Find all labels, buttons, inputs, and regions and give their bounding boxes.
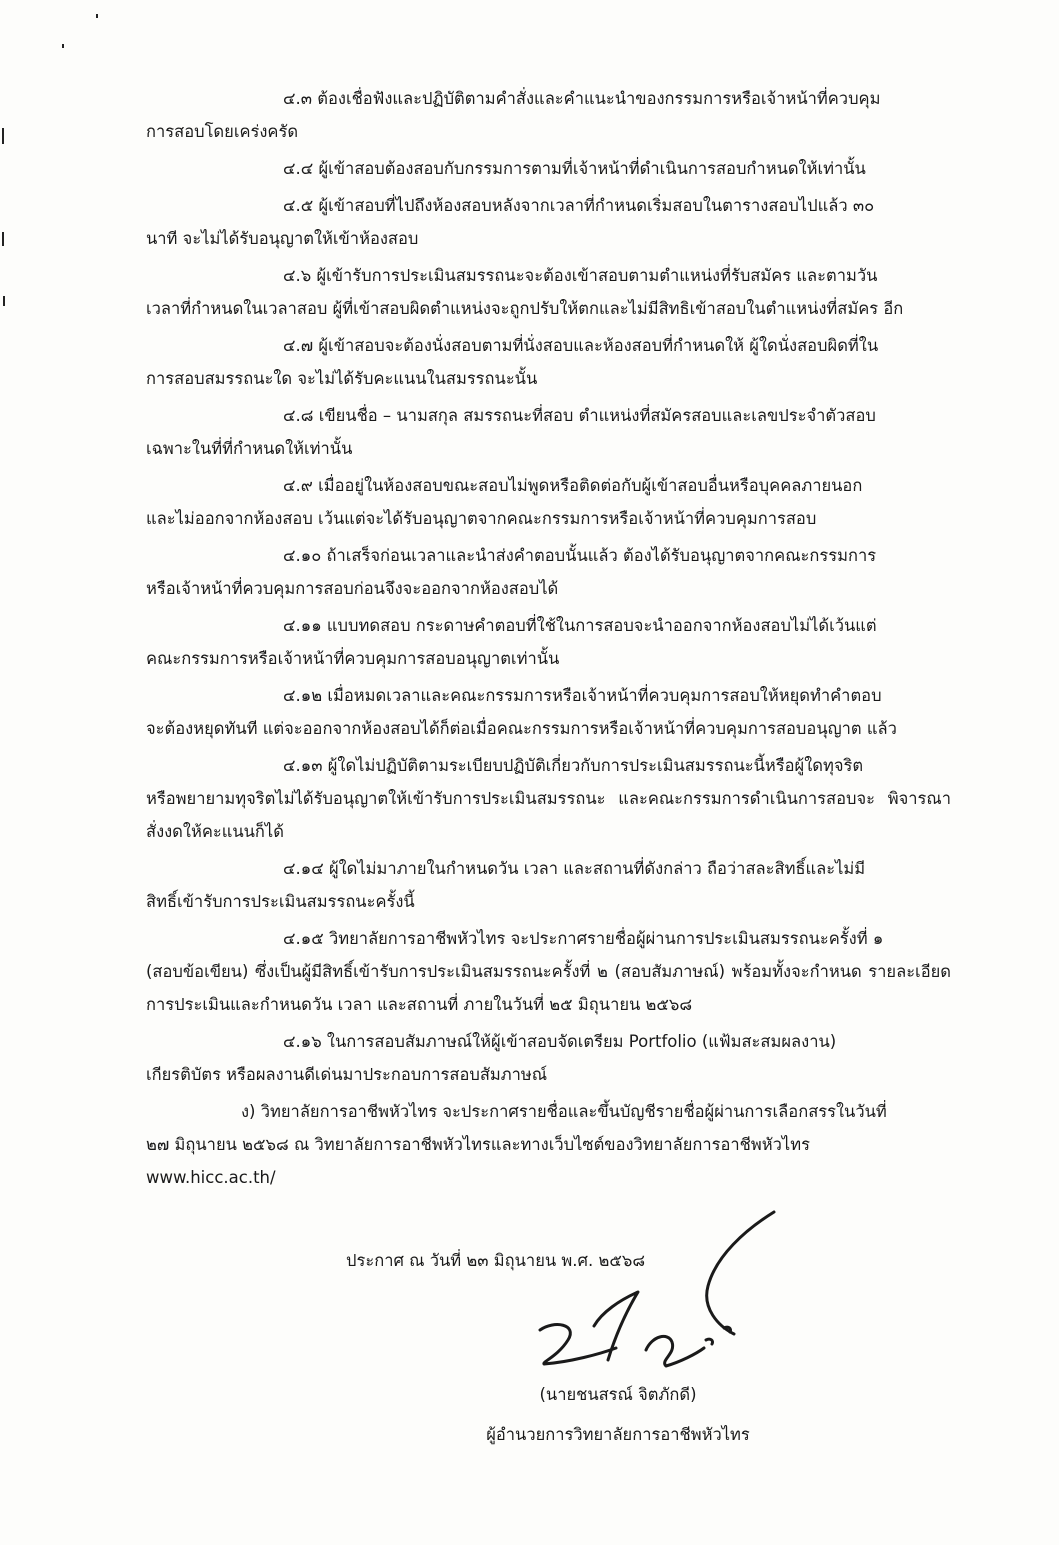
clause-first-line: ง) วิทยาลัยการอาชีพหัวไทร จะประกาศรายชื่อและขึ้นบัญชีรายชื่อผู้ผ่านการเลือกสรรในวันที่ (241, 1102, 887, 1121)
clause-continuation: การสอบสมรรถนะใด จะไม่ได้รับคะแนนในสมรรถนะนั้น (146, 369, 538, 388)
clause-4-14 (146, 852, 951, 918)
clause-continuation: เกียรติบัตร หรือผลงานดีเด่นมาประกอบการสอบสัมภาษณ์ (146, 1065, 548, 1084)
clause-first-line: ๔.๓ ต้องเชื่อฟังและปฏิบัติตามคำสั่งและคำแนะนำของกรรมการหรือเจ้าหน้าที่ควบคุม (283, 89, 881, 108)
clause-first-line: ๔.๑๒ เมื่อหมดเวลาและคณะกรรมการหรือเจ้าหน้าที่ควบคุมการสอบให้หยุดทำคำตอบ (283, 686, 882, 705)
announcement-date: ประกาศ ณ วันที่ ๒๓ มิถุนายน พ.ศ. ๒๕๖๘ (346, 1251, 646, 1270)
clause-first-line: ๔.๑๓ ผู้ใดไม่ปฏิบัติตามระเบียบปฏิบัติเกี่ยวกับการประเมินสมรรถนะนี้หรือผู้ใดทุจริต (283, 756, 864, 775)
clause-4-6 (146, 259, 951, 325)
signatory-title: ผู้อำนวยการวิทยาลัยการอาชีพหัวไทร (486, 1425, 750, 1444)
clause-first-line: ๔.๑๖ ในการสอบสัมภาษณ์ให้ผู้เข้าสอบจัดเตรียม Portfolio (แฟ้มสะสมผลงาน) (283, 1032, 837, 1051)
clause-first-line: ๔.๔ ผู้เข้าสอบต้องสอบกับกรรมการตามที่เจ้าหน้าที่ดำเนินการสอบกำหนดให้เท่านั้น (283, 159, 866, 178)
clause-first-line: ๔.๑๐ ถ้าเสร็จก่อนเวลาและนำส่งคำตอบนั้นแล้ว ต้องได้รับอนุญาตจากคณะกรรมการ (283, 546, 877, 565)
clause-continuation: หรือเจ้าหน้าที่ควบคุมการสอบก่อนจึงจะออกจากห้องสอบได้ (146, 579, 559, 598)
scan-mark (96, 14, 98, 18)
clause-continuation: เวลาที่กำหนดในเวลาสอบ ผู้ที่เข้าสอบผิดตำแหน่งจะถูกปรับให้ตกและไม่มีสิทธิเข้าสอบในตำแหน่งที่สมัคร อีก (146, 299, 904, 318)
signatory-name: (นายชนสรณ์ จิตภักดี) (539, 1385, 697, 1404)
clause-first-line: ๔.๗ ผู้เข้าสอบจะต้องนั่งสอบตามที่นั่งสอบและห้องสอบที่กำหนดให้ ผู้ใดนั่งสอบผิดที่ใน (283, 336, 879, 355)
clause-continuation: คณะกรรมการหรือเจ้าหน้าที่ควบคุมการสอบอนุญาตเท่านั้น (146, 649, 560, 668)
clause-first-line: ๔.๖ ผู้เข้ารับการประเมินสมรรถนะจะต้องเข้าสอบตามตำแหน่งที่รับสมัคร และตามวัน (283, 266, 878, 285)
clause-4-5 (146, 189, 951, 255)
clause-d-results (146, 1095, 951, 1194)
clause-4-10 (146, 539, 951, 605)
clause-continuation: ๒๗ มิถุนายน ๒๕๖๘ ณ วิทยาลัยการอาชีพหัวไทรและทางเว็บไซต์ของวิทยาลัยการอาชีพหัวไทร (146, 1135, 810, 1154)
signature-image (520, 1208, 780, 1378)
clause-first-line: ๔.๕ ผู้เข้าสอบที่ไปถึงห้องสอบหลังจากเวลาที่กำหนดเริ่มสอบในตารางสอบไปแล้ว ๓๐ (283, 196, 875, 215)
clause-continuation: สิทธิ์เข้ารับการประเมินสมรรถนะครั้งนี้ (146, 892, 415, 911)
clause-4-16 (146, 1025, 951, 1091)
clause-4-15 (146, 922, 951, 1021)
scan-mark (62, 44, 64, 48)
scan-mark (2, 232, 4, 246)
clause-continuation: จะต้องหยุดทันที แต่จะออกจากห้องสอบได้ก็ต่อเมื่อคณะกรรมการหรือเจ้าหน้าที่ควบคุมการสอบอนุญาต แล้ว (146, 719, 897, 738)
clause-4-11 (146, 609, 951, 675)
document-body (146, 82, 951, 1198)
clause-continuation: นาที จะไม่ได้รับอนุญาตให้เข้าห้องสอบ (146, 229, 419, 248)
clause-first-line: ๔.๑๕ วิทยาลัยการอาชีพหัวไทร จะประกาศรายชื่อผู้ผ่านการประเมินสมรรถนะครั้งที่ ๑ (283, 929, 884, 948)
clause-continuation: การสอบโดยเคร่งครัด (146, 122, 299, 141)
clause-continuation: เฉพาะในที่ที่กำหนดให้เท่านั้น (146, 439, 353, 458)
clause-first-line: ๔.๘ เขียนชื่อ – นามสกุล สมรรถนะที่สอบ ตำแหน่งที่สมัครสอบและเลขประจำตัวสอบ (283, 406, 876, 425)
scan-mark (3, 296, 5, 306)
clause-4-7 (146, 329, 951, 395)
website-url: www.hicc.ac.th/ (146, 1168, 276, 1187)
clause-continuation: และไม่ออกจากห้องสอบ เว้นแต่จะได้รับอนุญาตจากคณะกรรมการหรือเจ้าหน้าที่ควบคุมการสอบ (146, 509, 817, 528)
clause-4-4 (146, 152, 951, 185)
clause-first-line: ๔.๑๔ ผู้ใดไม่มาภายในกำหนดวัน เวลา และสถานที่ดังกล่าว ถือว่าสละสิทธิ์และไม่มี (283, 859, 866, 878)
clause-first-line: ๔.๙ เมื่ออยู่ในห้องสอบขณะสอบไม่พูดหรือติดต่อกับผู้เข้าสอบอื่นหรือบุคคลภายนอก (283, 476, 863, 495)
clause-4-9 (146, 469, 951, 535)
scan-mark (2, 128, 4, 144)
clause-4-13 (146, 749, 951, 848)
clause-4-3 (146, 82, 951, 148)
clause-first-line: ๔.๑๑ แบบทดสอบ กระดาษคำตอบที่ใช้ในการสอบจะนำออกจากห้องสอบไม่ได้เว้นแต่ (283, 616, 877, 635)
clause-4-12 (146, 679, 951, 745)
clause-continuation: (สอบข้อเขียน) ซึ่งเป็นผู้มีสิทธิ์เข้ารับการประเมินสมรรถนะครั้งที่ ๒ (สอบสัมภาษณ์) พร้อมทั้งจะกำหนด รายละเอียดการประเมินและกำหนดวัน เวลา และสถานที่ ภายในวันที่ ๒๕ มิถุนายน ๒๕๖๘ (146, 962, 951, 1014)
clause-4-8 (146, 399, 951, 465)
clause-continuation: หรือพยายามทุจริตไม่ได้รับอนุญาตให้เข้ารับการประเมินสมรรถนะ และคณะกรรมการดำเนินการสอบจะ พิจารณาสั่งงดให้คะแนนก็ได้ (146, 789, 951, 841)
